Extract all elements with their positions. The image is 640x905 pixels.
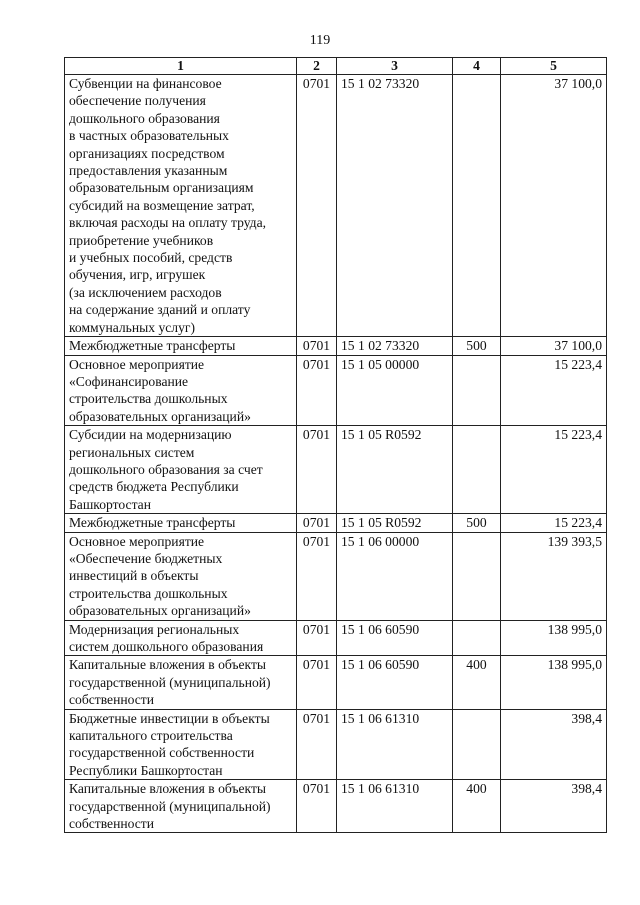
amount-cell: 138 995,0 — [501, 620, 607, 656]
expenditure-name-cell: Капитальные вложения в объекты государственной (муниципальной) собственности — [65, 656, 297, 709]
page-number: 119 — [309, 33, 331, 48]
section-code-cell: 0701 — [297, 337, 337, 355]
table-row — [65, 355, 607, 426]
expense-type-cell — [453, 355, 501, 426]
table-row — [65, 780, 607, 833]
table-row — [65, 656, 607, 709]
amount-cell: 139 393,5 — [501, 532, 607, 620]
header-row — [65, 58, 607, 75]
expense-type-cell — [453, 75, 501, 337]
table-row — [65, 75, 607, 337]
expense-type-cell — [453, 620, 501, 656]
section-code-cell: 0701 — [297, 709, 337, 780]
table-row — [65, 337, 607, 355]
expenditure-name-cell: Основное мероприятие «Обеспечение бюджетных инвестиций в объекты строительства дошкольных образовательных организаций» — [65, 532, 297, 620]
expense-type-cell: 500 — [453, 337, 501, 355]
column-header-3: 3 — [337, 58, 453, 75]
budget-table — [64, 57, 607, 833]
target-article-cell: 15 1 05 R0592 — [337, 514, 453, 532]
section-code-cell: 0701 — [297, 656, 337, 709]
target-article-cell: 15 1 06 00000 — [337, 532, 453, 620]
section-code-cell: 0701 — [297, 355, 337, 426]
table-body — [65, 75, 607, 833]
table-row — [65, 709, 607, 780]
target-article-cell: 15 1 06 60590 — [337, 620, 453, 656]
expense-type-cell: 400 — [453, 780, 501, 833]
amount-cell: 138 995,0 — [501, 656, 607, 709]
amount-cell: 15 223,4 — [501, 514, 607, 532]
expenditure-name-cell: Бюджетные инвестиции в объекты капитального строительства государственной собственности Республики Башкортостан — [65, 709, 297, 780]
amount-cell: 15 223,4 — [501, 355, 607, 426]
expenditure-name-cell: Модернизация региональных систем дошкольного образования — [65, 620, 297, 656]
expense-type-cell — [453, 709, 501, 780]
amount-cell: 398,4 — [501, 780, 607, 833]
expenditure-name-cell: Межбюджетные трансферты — [65, 337, 297, 355]
section-code-cell: 0701 — [297, 426, 337, 514]
expenditure-name-cell: Основное мероприятие «Софинансирование строительства дошкольных образовательных организаций» — [65, 355, 297, 426]
expense-type-cell: 500 — [453, 514, 501, 532]
table-row — [65, 514, 607, 532]
amount-cell: 15 223,4 — [501, 426, 607, 514]
expense-type-cell — [453, 426, 501, 514]
column-header-2: 2 — [297, 58, 337, 75]
table-row — [65, 532, 607, 620]
section-code-cell: 0701 — [297, 620, 337, 656]
section-code-cell: 0701 — [297, 532, 337, 620]
section-code-cell: 0701 — [297, 75, 337, 337]
expenditure-name-cell: Субсидии на модернизацию региональных систем дошкольного образования за счет средств бюджета Республики Башкортостан — [65, 426, 297, 514]
target-article-cell: 15 1 02 73320 — [337, 75, 453, 337]
expenditure-name-cell: Субвенции на финансовое обеспечение получения дошкольного образования в частных образовательных организациях посредством предоставления указанным образовательным организациям субсидий на возмещение затрат, включая расходы на оплату труда, приобретение учебников и учебных пособий, средств обучения, игр, игрушек (за исключением расходов на содержание зданий и оплату коммунальных услуг) — [65, 75, 297, 337]
target-article-cell: 15 1 05 00000 — [337, 355, 453, 426]
amount-cell: 37 100,0 — [501, 337, 607, 355]
target-article-cell: 15 1 05 R0592 — [337, 426, 453, 514]
expense-type-cell: 400 — [453, 656, 501, 709]
table-header — [65, 58, 607, 75]
target-article-cell: 15 1 02 73320 — [337, 337, 453, 355]
amount-cell: 398,4 — [501, 709, 607, 780]
column-header-1: 1 — [65, 58, 297, 75]
target-article-cell: 15 1 06 60590 — [337, 656, 453, 709]
section-code-cell: 0701 — [297, 514, 337, 532]
table-row — [65, 426, 607, 514]
table-row — [65, 620, 607, 656]
expenditure-name-cell: Межбюджетные трансферты — [65, 514, 297, 532]
target-article-cell: 15 1 06 61310 — [337, 780, 453, 833]
target-article-cell: 15 1 06 61310 — [337, 709, 453, 780]
column-header-5: 5 — [501, 58, 607, 75]
expense-type-cell — [453, 532, 501, 620]
section-code-cell: 0701 — [297, 780, 337, 833]
column-header-4: 4 — [453, 58, 501, 75]
amount-cell: 37 100,0 — [501, 75, 607, 337]
expenditure-name-cell: Капитальные вложения в объекты государственной (муниципальной) собственности — [65, 780, 297, 833]
